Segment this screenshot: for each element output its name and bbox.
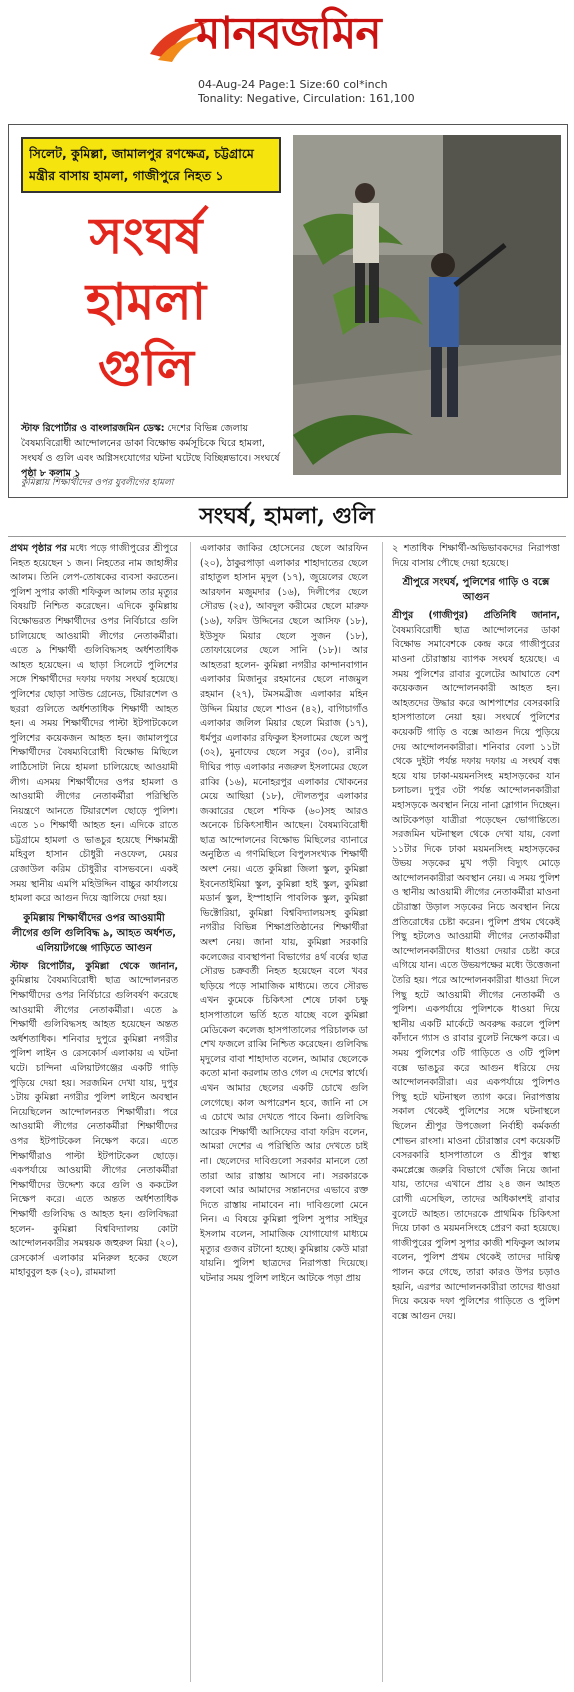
front-headline (21, 203, 271, 401)
kicker-line-1: সিলেট, কুমিল্লা, জামালপুর রণক্ষেত্র, চট্টগ্রামে (29, 146, 254, 161)
article-paragraph: ২ শতাধিক শিক্ষার্থী-অভিভাবকদের নিরাপত্তা দিয়ে বাসায় পৌছে দেয়া হয়েছে। (392, 543, 560, 569)
article-column-3 (392, 542, 560, 1682)
article-column-2 (200, 542, 368, 1682)
article-column-1 (10, 542, 178, 1682)
subheading: কুমিল্লায় শিক্ষার্থীদের ওপর আওয়ামী লীগের গুলি গুলিবিদ্ধ ৯, আহত অর্ধশত, এলিয়াটগঞ্জে গাড়িতে আগুন (11, 912, 177, 954)
article-paragraph (10, 960, 178, 1281)
kicker-line-2: মন্ত্রীর বাসায় হামলা, গাজীপুরে নিহত ১ (29, 168, 224, 183)
column-divider (190, 542, 191, 1682)
continuation-label: প্রথম পৃষ্ঠার পর (10, 543, 67, 554)
newspaper-logo: মানবজমিন (196, 8, 381, 59)
article-paragraph (392, 609, 560, 1324)
jump-reference: পৃষ্ঠা ৮ কলাম ১ (21, 468, 81, 479)
front-page-clip (8, 124, 568, 498)
article-paragraph (10, 542, 178, 907)
headline-divider (8, 536, 566, 537)
kicker-box (21, 137, 281, 193)
clip-meta-line1: 04-Aug-24 Page:1 Size:60 col*inch (198, 78, 388, 91)
continuation-headline: সংঘর্ষ, হামলা, গুলি (199, 503, 375, 529)
article-paragraph: এলাকার জাকির হোসেনের ছেলে আরফিন (২০), ঠাকুরপাড়া এলাকার শাহাদাতের ছেলে রাহাতুল হাসান মৃদুল (১৭), জুয়েলের ছেলে আরফান মজুমদার (১৬), দিলীপের ছেলে সৌরভ (২৫), আবদুল করীমের ছেলে মারুফ (১৬), ফরিদ উদ্দিনের ছেলে আসিফ (১৮), ইউসুফ মিয়ার ছেলে সুজন (১৮), তোফায়েলের ছেলে সানি (১৮)। আর আহতরা হলেন- কুমিল্লা নগরীর কান্দানবাগান এলাকার মিজানুর রহমানের ছেলে নাজমুল রহমান (২৭), টমসমব্রীজ এলাকার মহিন উদ্দিন মিয়ার ছেলে শাওন (৪২), বাগিচাগাঁও এলাকার জলিল মিয়ার ছেলে মিরাজ (১৭), ধর্মপুর এলাকার রফিকুল ইসলামের ছেলে অপু (৩২), মুনাফের ছেলে সবুর (৩০), রানীর দীঘির পাড় এলাকার নজরুল ইসলামের ছেলে রাব্বি (১৬), মনোহরপুর এলাকার খোকনের মেয়ে আছিয়া (১৮), দৌলতপুর এলাকার জব্বারের ছেলে শফিক (৬০)সহ আরও অনেকে চিকিৎসাধীন আছেন। বৈষম্যবিরোধী ছাত্র আন্দোলনের বিক্ষোভ মিছিলের ব্যানারে অনুষ্ঠিত এ গণমিছিলে বিপুলসংখ্যক শিক্ষার্থী অংশ নেয়। এতে কুমিল্লা জিলা স্কুল, কুমিল্লা ইবনেতাইমিয়া স্কুল, কুমিল্লা হাই স্কুল, কুমিল্লা মডার্ন স্কুল, ইস্পাহানি পাবলিক স্কুল, কুমিল্লা ভিক্টোরিয়া, কুমিল্লা বিশ্ববিদ্যালয়সহ কুমিল্লা নগরীর বিভিন্ন শিক্ষাপ্রতিষ্ঠানের শিক্ষার্থীরা অংশ নেয়। জানা যায়, কুমিল্লা সরকারি কলেজের ব্যবস্থাপনা বিভাগের ৪র্থ বর্ষের ছাত্র সৌরভ চক্রবর্তী নিহত হয়েছেন বলে খবর ছড়িয়ে পড়ে সামাজিক মাধ্যমে। তবে সৌরভ এখন কুমেকে চিকিৎসা শেষে ঢাকা চক্ষু হাসপাতালে ভর্তি হতে যাচ্ছে বলে কুমিল্লা মেডিকেল কলেজ হাসপাতালের পরিচালক ডা শেখ ফজলে রাব্বি নিশ্চিত করেছেন। গুলিবিদ্ধ মৃদুলের বাবা শাহাদাত বলেন, আমার ছেলেকে কতো মানা করলাম তাও গেল এ দেশের স্বার্থে। এখন আমার ছেলের একটি চোখে গুলি লেগেছে। কাল অপারেশন হবে, জানি না সে এ চোখে আর দেখতে পাবে কিনা। গুলিবিদ্ধ আরেক শিক্ষার্থী আসিফের বাবা ফরিদ বলেন, আমরা দেশের এ পরিস্থিতি আর দেখতে চাই না। ছেলেদের দাবিগুলো সরকার মানলে তো তারা আর রাস্তায় আসবে না। সরকারকে বলবো আর আমাদের সন্তানদের এভাবে রক্ত দিতে রাস্তায় নামাবেন না। দাবিগুলো মেনে নিন। এ বিষয়ে কুমিল্লা পুলিশ সুপার সাইদুর ইসলাম বলেন, সামাজিক যোগাযোগ মাধ্যমে মৃত্যুর গুজব রটানো হচ্ছে। কুমিল্লায় কেউ মারা যায়নি। পুলিশ ছাত্রদের নিরাপত্তা দিয়েছে। ঘটনার সময় পুলিশ লাইনে আটকে পড়া প্রায় (200, 543, 368, 1284)
column-divider (382, 542, 383, 1682)
headline-word-2: হামলা (85, 272, 207, 331)
paragraph-text: বৈষম্যবিরোধী ছাত্র আন্দোলনের ডাকা বিক্ষোভ সমাবেশকে কেন্দ্র করে গাজীপুরের মাওনা চৌরাস্তায় ব্যাপক সংঘর্ষ হয়েছে। এ সময় পুলিশের রাবার বুলেটের আঘাতে বেশ কয়েকজন আন্দোলনকারী আহত হন। আহতদের উদ্ধার করে আশপাশের বেসরকারি হাসপাতালে নেয়া হয়। সংঘর্ষে পুলিশের কয়েকটি গাড়ি ও বক্সে আগুন দিয়ে পুড়িয়ে দেয় আন্দোলনকারীরা। শনিবার বেলা ১১টা থেকে দুইটা পর্যন্ত দফায় দফায় এ সংঘর্ষ বন্ধ হয়ে যায় ঢাকা-ময়মনসিংহ মহাসড়কের যান চলাচল। দুপুর ৩টা পর্যন্ত আন্দোলনকারীরা মহাসড়কে অবস্থান নিয়ে নানা স্লোগান দিচ্ছেন। আটকেপড়া যাত্রীরা পড়েছেন ভোগান্তিতে। সরজমিন ঘটনাস্থল থেকে দেখা যায়, বেলা ১১টার দিকে ঢাকা ময়মনসিংহ মহাসড়কের উভয় সড়কের মুখ পড়ী বিদ্যুৎ মোড়ে আন্দোলনকারীরা অবস্থান নেয়। এ সময় পুলিশ ও স্থানীয় আওয়ামী লীগের নেতাকর্মীরা মাওনা চৌরাস্তা উড়াল সড়কের নিচে অবস্থান নিয়ে প্রতিরোধের চেষ্টা করেন। পুলিশ প্রথম থেকেই পিছু হটলেও আওয়ামী লীগের নেতাকর্মীরা আন্দোলনকারীদের ধাওয়া দেয়ার চেষ্টা করে এগিয়ে যান। এতে উভয়পক্ষের মধ্যে উত্তেজনা তৈরি হয়। পরে আন্দোলনকারীরা ধাওয়া দিলে পিছু হটে আওয়ামী লীগের নেতাকর্মী ও পুলিশ। একপর্যায়ে পুলিশকে ধাওয়া দিয়ে স্থানীয় একটি মার্কেটে অবরুদ্ধ করলে পুলিশ কাঁদানে গ্যাস ও রাবার বুলেট নিক্ষেপ করে। এ সময় পুলিশের ৩টি গাড়িতে ও ৩টি পুলিশ বক্সে ভাঙচুর করে আগুন ধরিয়ে দেয় আন্দোলনকারীরা। এর একপর্যায়ে পুলিশও পিছু হটে ঘটনাস্থল ত্যাগ করে। নিরাপত্তায় সকাল থেকেই পুলিশের সঙ্গে ঘটনাস্থলে ছিলেন শ্রীপুর উপজেলা নির্বাহী কর্মকর্তা শোভন রাংসা। মাওনা চৌরাস্তার বেশ কয়েকটি বেসরকারি হাসপাতালে ও শ্রীপুর স্বাস্থ্য কমপ্লেক্সে জরুরি বিভাগে খোঁজ নিয়ে জানা যায়, তাদের এখানে প্রায় ২৪ জন আহত রোগী এসেছিল, তাদের অধিকাংশই রাবার বুলেটে আহত। তাদেরকে প্রাথমিক চিকিৎসা দিয়ে ঢাকা ও ময়মনসিংহে প্রেরণ করা হয়েছে। গাজীপুরের পুলিশ সুপার কাজী শফিকুল আলম বলেন, পুলিশ প্রথম থেকেই তাদের দায়িত্ব পালন করে গেছে, তারা কারও উপর চড়াও হয়নি, এরপর আন্দোলনকারীরা তাদের ধাওয়া দিয়ে কয়েক দফা পুলিশের গাড়িতে ও পুলিশ বক্সে আগুন দেয়। (392, 624, 560, 1322)
photo-caption: কুমিল্লায় শিক্ষার্থীদের ওপর যুবলীগের হামলা (21, 478, 174, 488)
paragraph-text: মধ্যে পড়ে গাজীপুরের শ্রীপুরে নিহত হয়েছেন ১ জন। নিহতের নাম জাহাঙ্গীর আলম। তিনি লেপ-তোষকের ব্যবসা করতেন। পুলিশ সুপার কাজী শফিকুল আলম তার মৃত্যুর বিষয়টি নিশ্চিত করেছেন। এদিকে কুমিল্লায় বিক্ষোভরত শিক্ষার্থীদের ওপর নির্বিচারে গুলি চালিয়েছে আওয়ামী লীগের নেতাকর্মীরা। এতে ৯ শিক্ষার্থী গুলিবিদ্ধসহ অর্ধশতাধিক আহত হয়েছেন। এ ছাড়া সিলেটে পুলিশের সঙ্গে শিক্ষার্থীদের দফায় দফায় সংঘর্ষ হয়েছে। পুলিশের ছোড়া সাউন্ড গ্রেনেড, টিয়ারশেল ও ছররা গুলিতে অর্ধশতাধিক শিক্ষার্থী আহত হন। এ সময় শিক্ষার্থীদের পাল্টা ইটপাটকেলে পুলিশের কয়েকজন আহত হন। জামালপুরে শিক্ষার্থীদের বৈষম্যবিরোধী বিক্ষোভ মিছিলে লাঠিসোটা নিয়ে হামলা চালিয়েছে আওয়ামী লীগ। এসময় শিক্ষার্থীদের ওপর হামলা ও আওয়ামী লীগের নেতাকর্মীরা পরিস্থিতি নিয়ন্ত্রণে আনতে টিয়ারশেল ছোড়ে পুলিশ। এতে ১০ শিক্ষার্থী আহত হন। এদিকে রাতে চট্টগ্রামে হামলা ও ভাঙচুর হয়েছে শিক্ষামন্ত্রী মহিবুল হাসান চৌধুরী নওফেল, মেয়র রেজাউল করিম চৌধুরীর বাসভবনে। একই সময় স্থানীয় এমপি মহিউদ্দিন বাচ্চুর কার্যালয়ে হামলা করে আগুন দিয়ে জ্বালিয়ে দেয়া হয়। (10, 543, 178, 905)
dateline: স্টাফ রিপোর্টার, কুমিল্লা থেকে জানান, (10, 960, 178, 972)
paragraph-text: কুমিল্লায় বৈষম্যবিরোধী ছাত্র আন্দোলনরত শিক্ষার্থীদের ওপর নির্বিচারে গুলিবর্ষণ করেছে আওয়ামী লীগের নেতাকর্মীরা। এতে ৯ শিক্ষার্থী গুলিবিদ্ধসহ আহত হয়েছেন অন্তত অর্ধশতাধিক। শনিবার দুপুরে কুমিল্লা নগরীর পুলিশ লাইন ও রেসকোর্স এলাকায় এ ঘটনা ঘটে। চান্দিনা এলিয়াটগঞ্জের একটি গাড়ি পুড়িয়ে দেয়া হয়। সরজমিন দেখা যায়, দুপুর ১টায় কুমিল্লা নগরীর পুলিশ লাইনে অবস্থান নিয়েছিলেন আন্দোলনরত শিক্ষার্থীরা। পরে আওয়ামী লীগের নেতাকর্মীরা শিক্ষার্থীদের ওপর ইটপাটকেল নিক্ষেপ করে। এতে শিক্ষার্থীরাও পাল্টা ইটপাটকেল ছোড়ে। একপর্যায়ে আওয়ামী লীগের নেতাকর্মীরা শিক্ষার্থীদের উদ্দেশ্য করে গুলি ও ককটেল নিক্ষেপ করে। এতে অন্তত অর্ধশতাধিক শিক্ষার্থী গুলিবিদ্ধ ও আহত হন। গুলিবিদ্ধরা হলেন- কুমিল্লা বিশ্ববিদ্যালয় কোটা আন্দোলনকারীর সমন্বয়ক জহুরুল মিয়া (২০), রেসকোর্স এলাকার মনিরুল হকের ছেলে মাহাবুবুল হক (২০), রামমালা (10, 975, 178, 1279)
clip-meta-line2: Tonality: Negative, Circulation: 161,100 (198, 92, 415, 105)
byline-source: স্টাফ রিপোর্টার ও বাংলারজমিন ডেস্ক: (21, 423, 165, 434)
headline-word-1: সংঘর্ষ (89, 206, 203, 265)
masthead (0, 0, 574, 110)
dateline: শ্রীপুর (গাজীপুর) প্রতিনিধি জানান, (392, 610, 560, 622)
subheading: শ্রীপুরে সংঘর্ষ, পুলিশের গাড়ি ও বক্সে আগুন (402, 577, 550, 604)
byline-text: দেশের বিভিন্ন জেলায় বৈষম্যবিরোধী আন্দোলনের ডাকা বিক্ষোভ কর্মসূচিকে ঘিরে হামলা, সংঘর্ষ ও গুলি এবং অগ্নিসংযোগের ঘটনা ঘটেছে বিচ্ছিন্নভাবে। সংঘর্ষে (21, 423, 280, 464)
news-photo (293, 135, 561, 475)
front-byline (21, 421, 281, 481)
photo-illustration (293, 135, 561, 475)
headline-word-3: গুলি (98, 338, 194, 397)
